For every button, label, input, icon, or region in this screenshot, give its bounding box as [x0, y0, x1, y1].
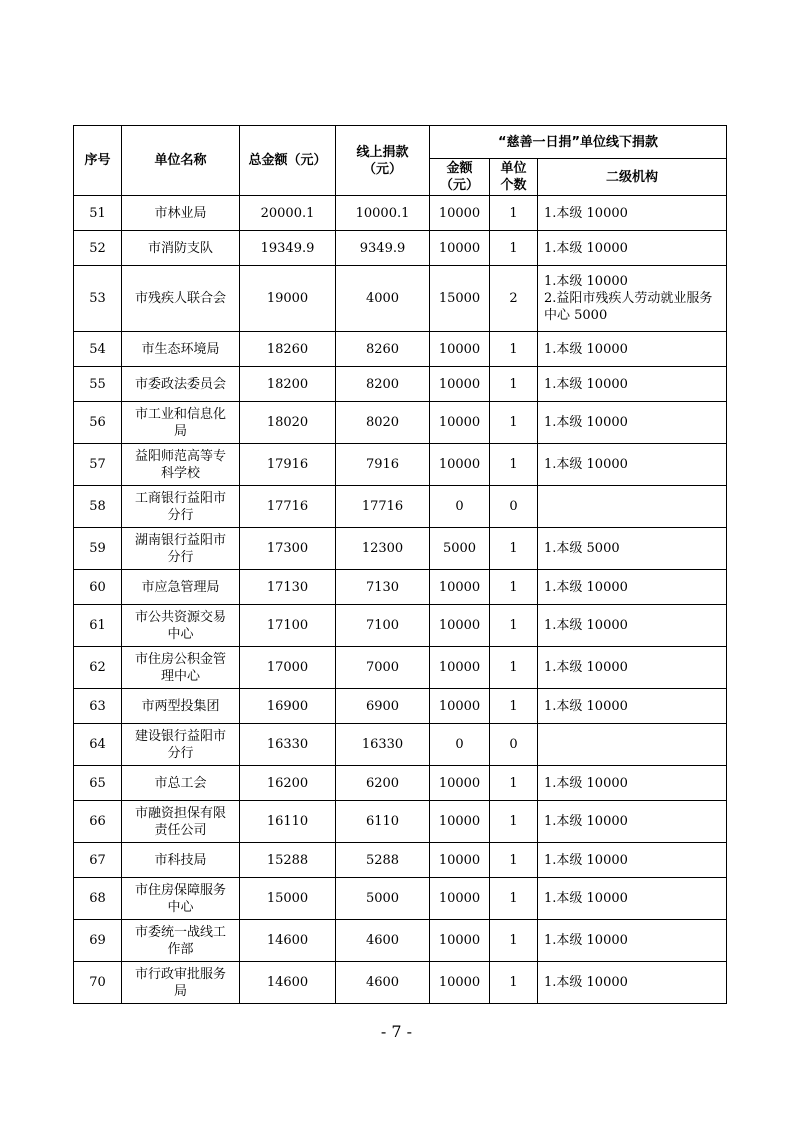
cell-seq: 55 [74, 367, 122, 402]
cell-unit-name: 市住房保障服务中心 [122, 878, 240, 920]
cell-secondary-org: 1.本级 10000 [538, 332, 727, 367]
cell-secondary-org [538, 724, 727, 766]
header-name: 单位名称 [122, 126, 240, 196]
cell-total: 15000 [240, 878, 336, 920]
cell-offline-amount: 10000 [430, 962, 490, 1004]
cell-online: 4000 [336, 266, 430, 332]
header-org: 二级机构 [538, 159, 727, 196]
table-row [74, 920, 727, 962]
cell-online: 9349.9 [336, 231, 430, 266]
header-seq: 序号 [74, 126, 122, 196]
cell-online: 4600 [336, 920, 430, 962]
table-body [74, 196, 727, 1004]
header-count: 单位 个数 [490, 159, 538, 196]
cell-total: 20000.1 [240, 196, 336, 231]
cell-seq: 61 [74, 605, 122, 647]
table-row [74, 843, 727, 878]
cell-online: 6110 [336, 801, 430, 843]
cell-unit-count: 1 [490, 766, 538, 801]
cell-total: 16330 [240, 724, 336, 766]
cell-secondary-org: 1.本级 10000 [538, 920, 727, 962]
cell-offline-amount: 10000 [430, 402, 490, 444]
cell-secondary-org: 1.本级 5000 [538, 528, 727, 570]
table-header [74, 126, 727, 196]
cell-total: 16200 [240, 766, 336, 801]
cell-unit-count: 1 [490, 689, 538, 724]
cell-unit-count: 1 [490, 367, 538, 402]
cell-unit-name: 市林业局 [122, 196, 240, 231]
cell-online: 10000.1 [336, 196, 430, 231]
cell-total: 17130 [240, 570, 336, 605]
cell-offline-amount: 10000 [430, 920, 490, 962]
cell-seq: 65 [74, 766, 122, 801]
cell-unit-count: 1 [490, 402, 538, 444]
cell-unit-name: 市行政审批服务局 [122, 962, 240, 1004]
cell-seq: 63 [74, 689, 122, 724]
cell-total: 17916 [240, 444, 336, 486]
cell-secondary-org: 1.本级 10000 [538, 402, 727, 444]
cell-seq: 64 [74, 724, 122, 766]
cell-offline-amount: 10000 [430, 647, 490, 689]
cell-unit-name: 市消防支队 [122, 231, 240, 266]
cell-unit-count: 0 [490, 486, 538, 528]
cell-online: 8020 [336, 402, 430, 444]
cell-total: 16900 [240, 689, 336, 724]
cell-total: 14600 [240, 962, 336, 1004]
table-row [74, 231, 727, 266]
cell-total: 15288 [240, 843, 336, 878]
cell-unit-count: 1 [490, 920, 538, 962]
cell-online: 7916 [336, 444, 430, 486]
cell-unit-name: 市公共资源交易中心 [122, 605, 240, 647]
donation-table [73, 125, 727, 1004]
cell-online: 12300 [336, 528, 430, 570]
cell-secondary-org: 1.本级 10000 [538, 689, 727, 724]
cell-secondary-org: 1.本级 10000 [538, 843, 727, 878]
cell-total: 17300 [240, 528, 336, 570]
cell-seq: 67 [74, 843, 122, 878]
cell-online: 4600 [336, 962, 430, 1004]
cell-seq: 69 [74, 920, 122, 962]
cell-unit-count: 1 [490, 878, 538, 920]
cell-unit-count: 1 [490, 605, 538, 647]
cell-unit-count: 2 [490, 266, 538, 332]
cell-offline-amount: 10000 [430, 689, 490, 724]
cell-offline-amount: 0 [430, 724, 490, 766]
cell-unit-name: 湖南银行益阳市分行 [122, 528, 240, 570]
cell-offline-amount: 10000 [430, 766, 490, 801]
cell-seq: 53 [74, 266, 122, 332]
cell-unit-name: 市工业和信息化局 [122, 402, 240, 444]
cell-seq: 70 [74, 962, 122, 1004]
cell-unit-name: 建设银行益阳市分行 [122, 724, 240, 766]
header-total: 总金额（元） [240, 126, 336, 196]
cell-unit-count: 1 [490, 962, 538, 1004]
cell-unit-name: 市融资担保有限责任公司 [122, 801, 240, 843]
cell-seq: 51 [74, 196, 122, 231]
cell-secondary-org: 1.本级 10000 [538, 962, 727, 1004]
cell-total: 16110 [240, 801, 336, 843]
cell-offline-amount: 10000 [430, 605, 490, 647]
cell-unit-count: 1 [490, 444, 538, 486]
cell-unit-name: 工商银行益阳市分行 [122, 486, 240, 528]
page-number: - 7 - [380, 1022, 413, 1041]
cell-online: 6200 [336, 766, 430, 801]
cell-secondary-org [538, 486, 727, 528]
cell-unit-name: 益阳师范高等专科学校 [122, 444, 240, 486]
cell-total: 17100 [240, 605, 336, 647]
cell-seq: 57 [74, 444, 122, 486]
cell-unit-name: 市生态环境局 [122, 332, 240, 367]
table-row [74, 801, 727, 843]
cell-offline-amount: 0 [430, 486, 490, 528]
cell-unit-name: 市总工会 [122, 766, 240, 801]
cell-online: 5000 [336, 878, 430, 920]
cell-online: 5288 [336, 843, 430, 878]
cell-offline-amount: 5000 [430, 528, 490, 570]
cell-secondary-org: 1.本级 10000 [538, 196, 727, 231]
cell-total: 19349.9 [240, 231, 336, 266]
cell-unit-count: 1 [490, 196, 538, 231]
cell-online: 8260 [336, 332, 430, 367]
cell-offline-amount: 10000 [430, 878, 490, 920]
table-row [74, 724, 727, 766]
cell-unit-name: 市委统一战线工作部 [122, 920, 240, 962]
table-row [74, 962, 727, 1004]
cell-unit-count: 1 [490, 647, 538, 689]
table-row [74, 266, 727, 332]
cell-total: 17000 [240, 647, 336, 689]
cell-unit-count: 1 [490, 801, 538, 843]
cell-offline-amount: 10000 [430, 231, 490, 266]
cell-total: 14600 [240, 920, 336, 962]
cell-seq: 58 [74, 486, 122, 528]
cell-unit-count: 1 [490, 231, 538, 266]
cell-seq: 52 [74, 231, 122, 266]
cell-seq: 60 [74, 570, 122, 605]
table-row [74, 196, 727, 231]
cell-seq: 59 [74, 528, 122, 570]
header-online: 线上捐款 （元） [336, 126, 430, 196]
cell-total: 18260 [240, 332, 336, 367]
table-row [74, 332, 727, 367]
cell-secondary-org: 1.本级 10000 [538, 766, 727, 801]
cell-online: 17716 [336, 486, 430, 528]
table-row [74, 647, 727, 689]
cell-unit-count: 1 [490, 570, 538, 605]
cell-online: 6900 [336, 689, 430, 724]
table-row [74, 367, 727, 402]
cell-unit-count: 1 [490, 843, 538, 878]
cell-seq: 54 [74, 332, 122, 367]
table-row [74, 878, 727, 920]
cell-secondary-org: 1.本级 10000 [538, 605, 727, 647]
cell-unit-name: 市住房公积金管理中心 [122, 647, 240, 689]
cell-unit-name: 市应急管理局 [122, 570, 240, 605]
header-offline-group: “慈善一日捐”单位线下捐款 [430, 126, 727, 159]
cell-secondary-org: 1.本级 10000 [538, 444, 727, 486]
cell-online: 7100 [336, 605, 430, 647]
table-row [74, 766, 727, 801]
cell-unit-count: 1 [490, 528, 538, 570]
cell-unit-count: 1 [490, 332, 538, 367]
cell-total: 18200 [240, 367, 336, 402]
cell-offline-amount: 15000 [430, 266, 490, 332]
header-amount: 金额 （元） [430, 159, 490, 196]
cell-secondary-org: 1.本级 10000 [538, 801, 727, 843]
cell-total: 17716 [240, 486, 336, 528]
cell-offline-amount: 10000 [430, 570, 490, 605]
table-row [74, 444, 727, 486]
table-row [74, 486, 727, 528]
table-row [74, 402, 727, 444]
cell-seq: 56 [74, 402, 122, 444]
cell-online: 16330 [336, 724, 430, 766]
cell-offline-amount: 10000 [430, 367, 490, 402]
cell-online: 7130 [336, 570, 430, 605]
cell-secondary-org: 1.本级 10000 [538, 367, 727, 402]
cell-secondary-org: 1.本级 10000 [538, 570, 727, 605]
table-row [74, 570, 727, 605]
cell-offline-amount: 10000 [430, 196, 490, 231]
cell-offline-amount: 10000 [430, 332, 490, 367]
table-row [74, 689, 727, 724]
cell-secondary-org: 1.本级 10000 [538, 878, 727, 920]
cell-unit-name: 市科技局 [122, 843, 240, 878]
cell-online: 7000 [336, 647, 430, 689]
cell-total: 18020 [240, 402, 336, 444]
cell-seq: 62 [74, 647, 122, 689]
cell-total: 19000 [240, 266, 336, 332]
cell-unit-name: 市残疾人联合会 [122, 266, 240, 332]
cell-unit-count: 0 [490, 724, 538, 766]
table-row [74, 528, 727, 570]
cell-seq: 68 [74, 878, 122, 920]
cell-secondary-org: 1.本级 10000 [538, 647, 727, 689]
cell-unit-name: 市委政法委员会 [122, 367, 240, 402]
cell-offline-amount: 10000 [430, 444, 490, 486]
cell-secondary-org: 1.本级 10000 [538, 231, 727, 266]
cell-unit-name: 市两型投集团 [122, 689, 240, 724]
cell-secondary-org: 1.本级 10000 2.益阳市残疾人劳动就业服务中心 5000 [538, 266, 727, 332]
cell-seq: 66 [74, 801, 122, 843]
table-row [74, 605, 727, 647]
cell-offline-amount: 10000 [430, 801, 490, 843]
cell-online: 8200 [336, 367, 430, 402]
cell-offline-amount: 10000 [430, 843, 490, 878]
